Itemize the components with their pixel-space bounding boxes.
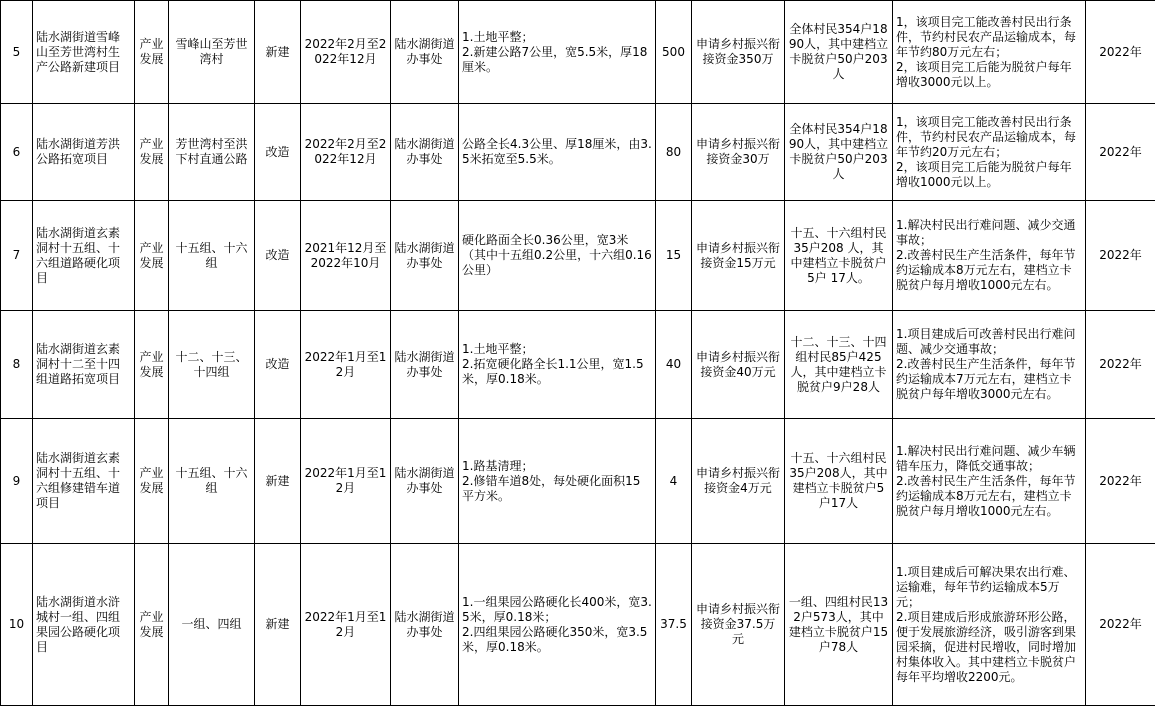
cell-no: 5 — [1, 1, 33, 104]
cell-content: 1.一组果园公路硬化长400米，宽3.5米，厚0.18米； 2.四组果园公路硬化350米，宽3.5米，厚0.18米。 — [459, 544, 656, 706]
cell-period: 2021年12月至2022年10月 — [301, 201, 391, 311]
cell-project-name: 陆水湖街道芳洪公路拓宽项目 — [33, 104, 135, 201]
cell-benefit: 1.解决村民出行难问题、减少车辆错车压力，降低交通事故； 2.改善村民生产生活条件，每年节约运输成本8万元左右，建档立卡脱贫户每月增收1000元左右。 — [893, 419, 1086, 544]
cell-unit: 陆水湖街道办事处 — [391, 419, 459, 544]
cell-year: 2022年 — [1086, 104, 1155, 201]
cell-location: 十五组、十六组 — [169, 419, 255, 544]
cell-unit: 陆水湖街道办事处 — [391, 1, 459, 104]
table-row — [1, 104, 1155, 201]
cell-invest: 80 — [656, 104, 692, 201]
cell-nature: 改造 — [255, 201, 301, 311]
cell-content: 1.土地平整； 2.新建公路7公里，宽5.5米，厚18厘米。 — [459, 1, 656, 104]
table-row — [1, 419, 1155, 544]
cell-period: 2022年2月至2022年12月 — [301, 104, 391, 201]
cell-type: 产业发展 — [135, 419, 169, 544]
cell-content: 硬化路面全长0.36公里，宽3米（其中十五组0.2公里，十六组0.16公里） — [459, 201, 656, 311]
cell-benefit: 1.解决村民出行难问题、减少交通事故； 2.改善村民生产生活条件，每年节约运输成本8万元左右，建档立卡脱贫户每月增收1000元左右。 — [893, 201, 1086, 311]
cell-period: 2022年1月至12月 — [301, 419, 391, 544]
cell-content: 1.路基清理； 2.修错车道8处，每处硬化面积15平方米。 — [459, 419, 656, 544]
cell-type: 产业发展 — [135, 544, 169, 706]
cell-invest: 37.5 — [656, 544, 692, 706]
cell-year: 2022年 — [1086, 544, 1155, 706]
cell-fund: 申请乡村振兴衔接资金30万 — [692, 104, 785, 201]
cell-no: 9 — [1, 419, 33, 544]
cell-type: 产业发展 — [135, 201, 169, 311]
cell-location: 一组、四组 — [169, 544, 255, 706]
cell-project-name: 陆水湖街道水浒城村一组、四组果园公路硬化项目 — [33, 544, 135, 706]
cell-beneficiaries: 全体村民354户1890人，其中建档立卡脱贫户50户203人 — [785, 104, 893, 201]
cell-type: 产业发展 — [135, 311, 169, 419]
cell-location: 雪峰山至芳世湾村 — [169, 1, 255, 104]
cell-location: 十二、十三、十四组 — [169, 311, 255, 419]
cell-period: 2022年1月至12月 — [301, 544, 391, 706]
cell-project-name: 陆水湖街道雪峰山至芳世湾村生产公路新建项目 — [33, 1, 135, 104]
cell-no: 7 — [1, 201, 33, 311]
cell-invest: 40 — [656, 311, 692, 419]
cell-period: 2022年1月至12月 — [301, 311, 391, 419]
cell-type: 产业发展 — [135, 1, 169, 104]
cell-fund: 申请乡村振兴衔接资金15万元 — [692, 201, 785, 311]
cell-year: 2022年 — [1086, 201, 1155, 311]
cell-unit: 陆水湖街道办事处 — [391, 104, 459, 201]
cell-type: 产业发展 — [135, 104, 169, 201]
cell-location: 芳世湾村至洪下村直通公路 — [169, 104, 255, 201]
cell-year: 2022年 — [1086, 419, 1155, 544]
cell-content: 公路全长4.3公里、厚18厘米，由3.5米拓宽至5.5米。 — [459, 104, 656, 201]
cell-unit: 陆水湖街道办事处 — [391, 201, 459, 311]
cell-benefit: 1，该项目完工能改善村民出行条件，节约村民农产品运输成本，每年节约20万元左右； 2，该项目完工后能为脱贫户每年增收1000元以上。 — [893, 104, 1086, 201]
table-row — [1, 201, 1155, 311]
table-row — [1, 1, 1155, 104]
cell-project-name: 陆水湖街道玄素洞村十五组、十六组修建错车道项目 — [33, 419, 135, 544]
cell-no: 8 — [1, 311, 33, 419]
cell-nature: 新建 — [255, 419, 301, 544]
cell-beneficiaries: 十五、十六组村民35户208人，其中建档立卡脱贫户5户17人 — [785, 419, 893, 544]
cell-beneficiaries: 十二、十三、十四组村民85户425人，其中建档立卡脱贫户9户28人 — [785, 311, 893, 419]
cell-no: 10 — [1, 544, 33, 706]
cell-nature: 新建 — [255, 1, 301, 104]
cell-invest: 15 — [656, 201, 692, 311]
cell-beneficiaries: 一组、四组村民132户573人，其中建档立卡脱贫户15户78人 — [785, 544, 893, 706]
cell-year: 2022年 — [1086, 311, 1155, 419]
cell-period: 2022年2月至2022年12月 — [301, 1, 391, 104]
cell-fund: 申请乡村振兴衔接资金40万元 — [692, 311, 785, 419]
cell-invest: 500 — [656, 1, 692, 104]
cell-benefit: 1，该项目完工能改善村民出行条件，节约村民农产品运输成本，每年节约80万元左右； 2，该项目完工后能为脱贫户每年增收3000元以上。 — [893, 1, 1086, 104]
cell-year: 2022年 — [1086, 1, 1155, 104]
cell-project-name: 陆水湖街道玄素洞村十五组、十六组道路硬化项目 — [33, 201, 135, 311]
table-row — [1, 544, 1155, 706]
cell-nature: 新建 — [255, 544, 301, 706]
cell-benefit: 1.项目建成后可解决果农出行难、运输难，每年节约运输成本5万元； 2.项目建成后形成旅游环形公路，便于发展旅游经济，吸引游客到果园采摘，促进村民增收，同时增加村集体收入。其中建档立卡脱贫户每年平均增收2200元。 — [893, 544, 1086, 706]
cell-content: 1.土地平整； 2.拓宽硬化路全长1.1公里，宽1.5米，厚0.18米。 — [459, 311, 656, 419]
cell-nature: 改造 — [255, 104, 301, 201]
cell-beneficiaries: 十五、十六组村民35户208 人，其中建档立卡脱贫户5户 17人。 — [785, 201, 893, 311]
cell-fund: 申请乡村振兴衔接资金4万元 — [692, 419, 785, 544]
table-row — [1, 311, 1155, 419]
cell-no: 6 — [1, 104, 33, 201]
cell-nature: 改造 — [255, 311, 301, 419]
cell-location: 十五组、十六组 — [169, 201, 255, 311]
cell-unit: 陆水湖街道办事处 — [391, 311, 459, 419]
cell-unit: 陆水湖街道办事处 — [391, 544, 459, 706]
cell-project-name: 陆水湖街道玄素洞村十二至十四组道路拓宽项目 — [33, 311, 135, 419]
cell-benefit: 1.项目建成后可改善村民出行难问题、减少交通事故； 2.改善村民生产生活条件，每年节约运输成本7万元左右，建档立卡脱贫户每年增收3000元左右。 — [893, 311, 1086, 419]
cell-fund: 申请乡村振兴衔接资金37.5万元 — [692, 544, 785, 706]
cell-invest: 4 — [656, 419, 692, 544]
cell-beneficiaries: 全体村民354户1890人，其中建档立卡脱贫户50户203人 — [785, 1, 893, 104]
cell-fund: 申请乡村振兴衔接资金350万 — [692, 1, 785, 104]
